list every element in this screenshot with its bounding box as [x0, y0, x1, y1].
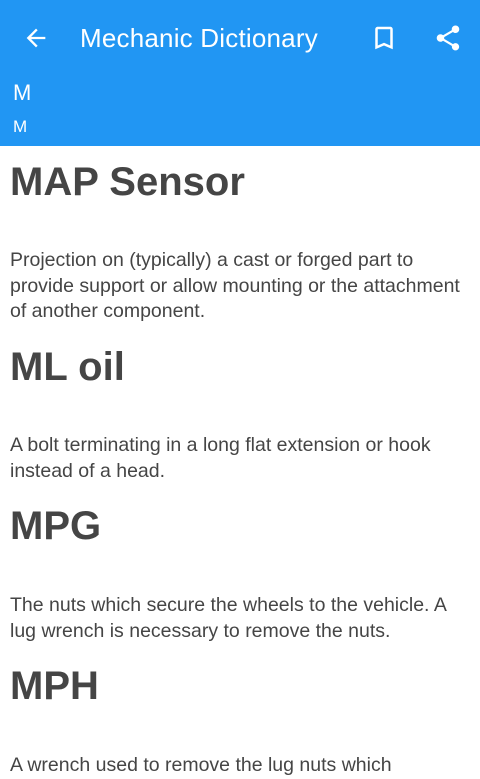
entry-term: MPH: [10, 664, 99, 708]
entry-definition: A wrench used to remove the lug nuts which: [10, 754, 392, 776]
entry-definition: Projection on (typically) a cast or forged part to provide support or allow mounting or the attachment of another component.: [10, 249, 460, 322]
share-button[interactable]: [424, 14, 472, 62]
share-icon: [433, 23, 463, 53]
bookmark-button[interactable]: [360, 14, 408, 62]
entry-definition: A bolt terminating in a long flat extension or hook instead of a head.: [10, 434, 431, 482]
bookmark-outline-icon: [369, 23, 399, 53]
letter-subheading: M: [13, 117, 28, 136]
app-title: Mechanic Dictionary: [80, 23, 318, 53]
letter-heading: M: [13, 80, 32, 105]
entry-definition: The nuts which secure the wheels to the vehicle. A lug wrench is necessary to remove the nuts.: [10, 594, 446, 642]
back-button[interactable]: [12, 14, 60, 62]
entry-term: ML oil: [10, 345, 125, 389]
app-bar: [0, 0, 480, 146]
entry-term: MPG: [10, 504, 102, 548]
definitions-list: [0, 146, 480, 776]
entry-term: MAP Sensor: [10, 160, 245, 204]
arrow-back-icon: [22, 24, 50, 52]
toolbar: [0, 0, 480, 76]
